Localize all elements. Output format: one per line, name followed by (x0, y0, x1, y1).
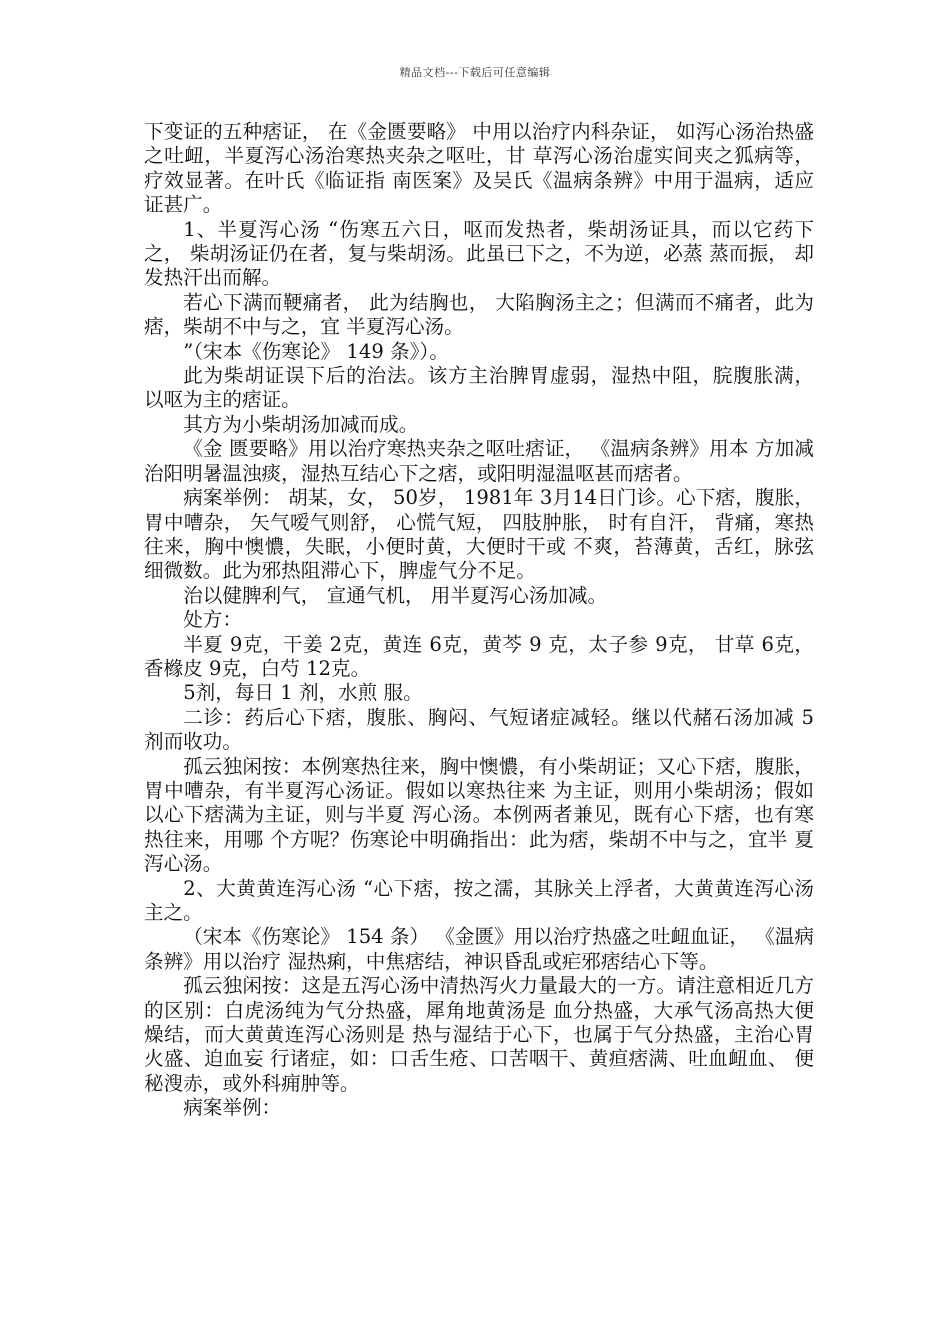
paragraph: 治以健脾利气， 宣通气机， 用半夏泻心汤加减。 (183, 583, 608, 607)
paragraph: 孤云独闲按：本例寒热往来，胸中懊憹，有小柴胡证；又心下痞，腹胀，胃中嘈杂，有半夏泻心汤证。假如以寒热往来 为主证，则用小柴胡汤；假如以心下痞满为主证，则与半夏 泻心汤。本例两者兼见，既有心下痞，也有寒热往来，用哪 个方呢？伤寒论中明确指出：此为痞，柴胡不中与之，宜半 夏泻心汤。 (144, 754, 814, 876)
paragraph: 2、大黄黄连泻心汤 “心下痞，按之濡，其脉关上浮者，大黄黄连泻心汤主之。 (144, 876, 814, 924)
paragraph: 处方： (183, 608, 242, 632)
paragraph: 病案举例： (183, 1096, 282, 1120)
paragraph: 此为柴胡证误下后的治法。该方主治脾胃虚弱，湿热中阻，脘腹胀满， 以呕为主的痞证。 (144, 364, 814, 412)
paragraph: 1、半夏泻心汤 “伤寒五六日，呕而发热者，柴胡汤证具，而以它药下之， 柴胡汤证仍在者，复与柴胡汤。此虽已下之，不为逆，必蒸 蒸而振， 却发热汗出而解。 (144, 217, 814, 290)
paragraph: 下变证的五种痞证， 在《金匮要略》 中用以治疗内科杂证， 如泻心汤治热盛之吐衄，半夏泻心汤治寒热夹杂之呕吐，甘 草泻心汤治虚实间夹之狐病等，疗效显著。在叶氏《临证指 南医案》及吴氏《温病条辨》中用于温病，适应证甚广。 (144, 120, 814, 217)
paragraph: 《金 匮要略》用以治疗寒热夹杂之呕吐痞证， 《温病条辨》用本 方加减治阳明暑温浊痰，湿热互结心下之痞，或阳明湿温呕甚而痞者。 (144, 437, 814, 485)
paragraph: ”（宋本《伤寒论》 149 条》）。 (183, 339, 449, 363)
paragraph: 病案举例： 胡某，女， 50岁， 1981年 3月14日门诊。心下痞，腹胀， 胃中嘈杂， 矢气嗳气则舒， 心慌气短， 四肢肿胀， 时有自汗， 背痛，寒热往来，胸中懊憹，失眠，小便时黄，大便时干或 不爽，苔薄黄，舌红，脉弦细微数。此为邪热阻滞心下，脾虚气分不足。 (144, 486, 814, 583)
paragraph: 孤云独闲按：这是五泻心汤中清热泻火力量最大的一方。请注意相近几方的区别：白虎汤纯为气分热盛，犀角地黄汤是 血分热盛，大承气汤高热大便燥结，而大黄黄连泻心汤则是 热与湿结于心下，也属于气分热盛，主治心胃火盛、迫血妄 行诸症，如：口舌生疮、口苦咽干、黄疸痞满、吐血衄血、 便秘溲赤，或外科痈肿等。 (144, 974, 814, 1095)
paragraph: 若心下满而鞕痛者， 此为结胸也， 大陷胸汤主之；但满而不痛者，此为痞，柴胡不中与之，宜 半夏泻心汤。 (144, 290, 814, 339)
paragraph: 5剂，每日 1 剂，水煎 服。 (183, 681, 423, 705)
paragraph: 其方为小柴胡汤加减而成。 (183, 412, 419, 436)
paragraph: 半夏 9克，干姜 2克，黄连 6克，黄芩 9 克，太子参 9克， 甘草 6克，香橼皮 9克，白芍 12克。 (144, 632, 814, 680)
document-body (144, 120, 814, 1121)
paragraph: 二诊：药后心下痞，腹胀、胸闷、气短诸症减轻。继以代赭石汤加减 5 剂而收功。 (144, 705, 814, 754)
page-header: 精品文档---下载后可任意编辑 (399, 66, 551, 79)
paragraph: （宋本《伤寒论》 154 条） 《金匮》用以治疗热盛之吐衄血证， 《温病条辨》用以治疗 湿热痢，中焦痞结，神识昏乱或疟邪痞结心下等。 (144, 925, 814, 973)
